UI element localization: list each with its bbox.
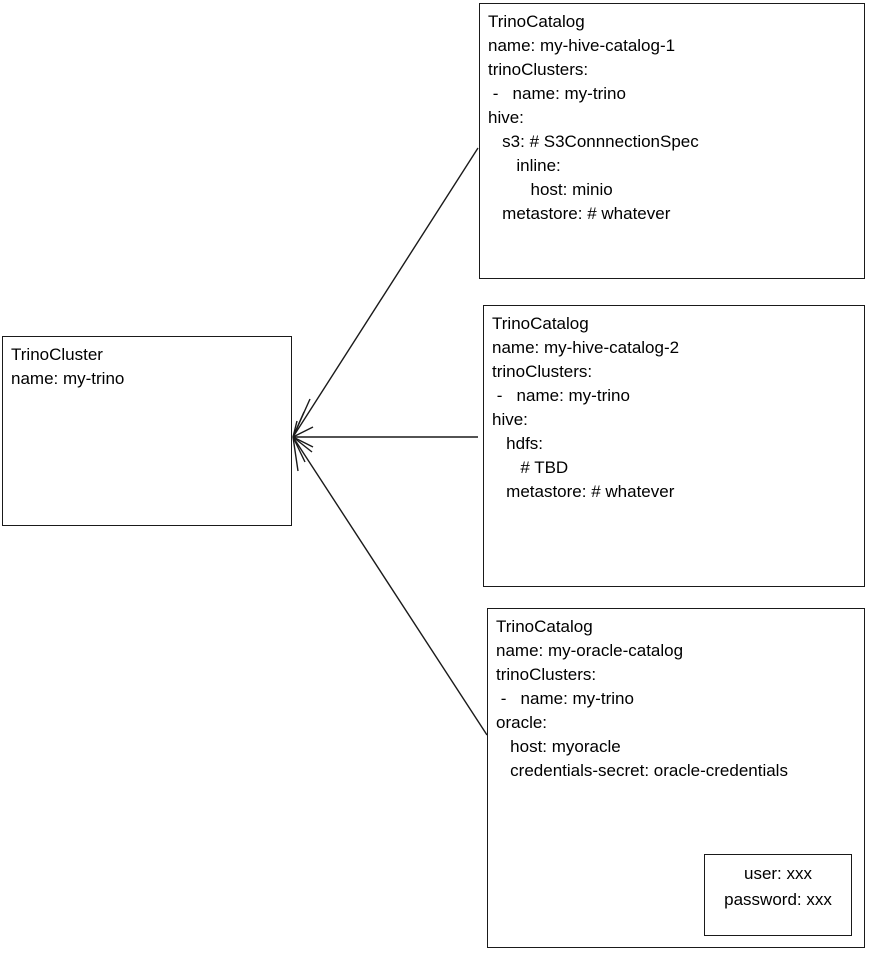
node-line: - name: my-trino	[488, 84, 626, 103]
node-line: metastore: # whatever	[488, 204, 671, 223]
node-line: credentials-secret: oracle-credentials	[496, 761, 788, 780]
node-line: host: myoracle	[496, 737, 621, 756]
node-catalog-oracle[interactable]	[487, 608, 865, 948]
node-catalog-hive-1[interactable]	[479, 3, 865, 279]
node-line: trinoClusters:	[488, 60, 589, 79]
node-line: - name: my-trino	[496, 689, 634, 708]
node-line: trinoClusters:	[496, 665, 597, 684]
node-line: TrinoCluster	[11, 345, 103, 364]
node-oracle-secret[interactable]	[704, 854, 852, 936]
edge-cluster-hive2	[293, 427, 478, 447]
node-line: inline:	[488, 156, 561, 175]
node-line: s3: # S3ConnnectionSpec	[488, 132, 699, 151]
node-line: oracle:	[496, 713, 548, 732]
node-line: password: xxx	[724, 890, 832, 909]
node-catalog-hive-2[interactable]	[483, 305, 865, 587]
edge-cluster-oracle	[293, 437, 487, 735]
node-line: trinoClusters:	[492, 362, 593, 381]
node-line: name: my-oracle-catalog	[496, 641, 684, 660]
node-line: hive:	[492, 410, 528, 429]
node-line: name: my-hive-catalog-1	[488, 36, 676, 55]
node-line: hdfs:	[492, 434, 544, 453]
node-line: name: my-trino	[11, 369, 125, 388]
node-line: user: xxx	[743, 864, 813, 883]
node-line: hive:	[488, 108, 524, 127]
node-line: TrinoCatalog	[496, 617, 593, 636]
edge-cluster-hive1	[293, 148, 478, 437]
node-line: name: my-hive-catalog-2	[492, 338, 680, 357]
node-line: # TBD	[492, 458, 569, 477]
node-line: TrinoCatalog	[488, 12, 585, 31]
node-line: host: minio	[488, 180, 613, 199]
node-line: TrinoCatalog	[492, 314, 589, 333]
node-line: - name: my-trino	[492, 386, 630, 405]
node-line: metastore: # whatever	[492, 482, 675, 501]
node-trino-cluster[interactable]	[2, 336, 292, 526]
